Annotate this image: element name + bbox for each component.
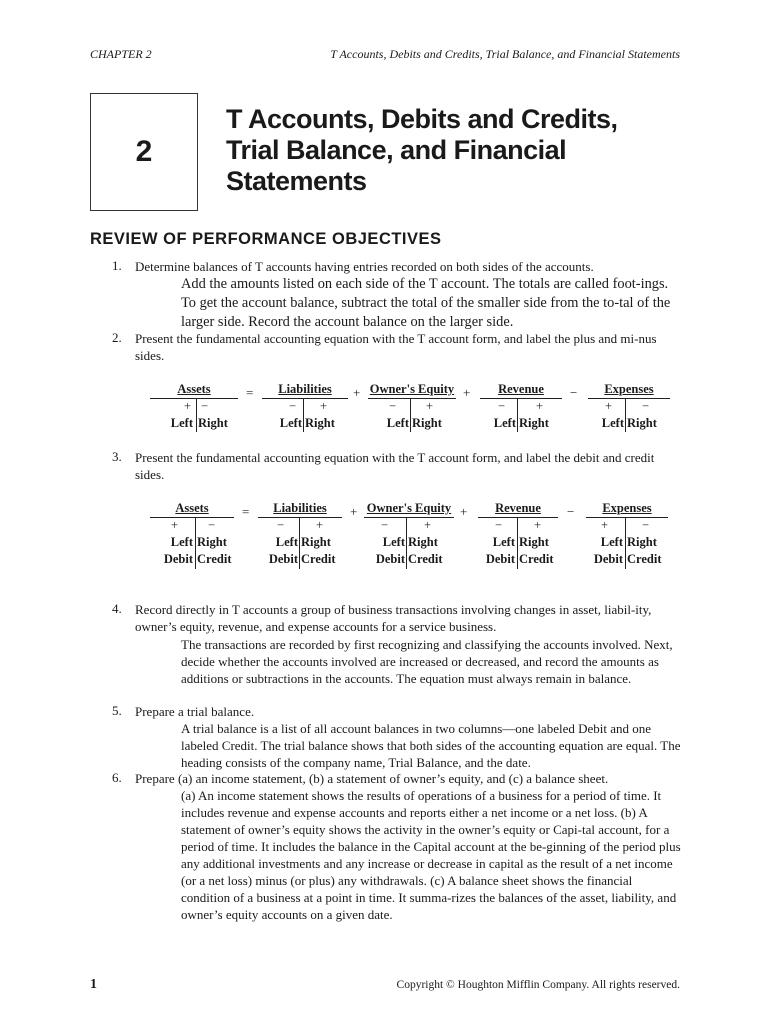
chapter-title bbox=[226, 104, 626, 197]
objective-1-text: Determine balances of T accounts having entries recorded on both sides of the accounts. bbox=[135, 259, 594, 274]
left-label: Left bbox=[386, 416, 409, 430]
objective-4-number: 4. bbox=[112, 601, 122, 616]
objective-5-number: 5. bbox=[112, 703, 122, 718]
right-label: Right bbox=[301, 535, 331, 549]
objective-1-number: 1. bbox=[112, 258, 122, 273]
right-sign: + bbox=[426, 399, 434, 413]
objective-1-detail: Add the amounts listed on each side of the T account. The totals are called foot-ings. To get the account balance, subtract the total of the smaller side from the to-tal of the larger side. Record the account balance on the larger side. bbox=[181, 276, 671, 330]
right-sign: + bbox=[316, 518, 324, 532]
right-label: Right bbox=[408, 535, 438, 549]
copyright: Copyright © Houghton Mifflin Company. All rights reserved. bbox=[396, 979, 680, 991]
chapter-title-line-3: Statements bbox=[226, 166, 367, 196]
account-name: Assets bbox=[175, 501, 209, 515]
account-name: Revenue bbox=[495, 501, 541, 515]
right-sign: − bbox=[642, 518, 650, 532]
right-label: Right bbox=[519, 416, 549, 430]
debit-label: Debit bbox=[375, 552, 405, 566]
account-name: Expenses bbox=[602, 501, 652, 515]
right-label: Right bbox=[198, 416, 228, 430]
operator: + bbox=[350, 504, 358, 519]
left-label: Left bbox=[275, 535, 298, 549]
account-name: Liabilities bbox=[273, 501, 327, 515]
t-account-expenses bbox=[586, 501, 668, 577]
right-sign: − bbox=[208, 518, 216, 532]
debit-label: Debit bbox=[593, 552, 623, 566]
running-title: T Accounts, Debits and Credits, Trial Balance, and Financial Statements bbox=[330, 47, 680, 61]
objective-4-detail: The transactions are recorded by first recognizing and classifying the accounts involved. Next, decide whether the accounts involved are increased or decreased, and record the amounts as additions or subtractions in the accounts. The equation must always remain in balance. bbox=[181, 637, 673, 686]
account-name: Revenue bbox=[498, 382, 544, 396]
t-account-expenses bbox=[588, 382, 670, 442]
objective-2-text: Present the fundamental accounting equation with the T account form, and label the plus and mi-nus sides. bbox=[135, 331, 657, 363]
operator: = bbox=[242, 504, 250, 519]
right-sign: − bbox=[642, 399, 650, 413]
left-sign: − bbox=[494, 518, 502, 532]
objective-5-detail: A trial balance is a list of all account balances in two columns—one labeled Debit and one labeled Credit. The trial balance shows that both sides of the accounting equation are equal. The heading consists of the company name, Trial Balance, and the date. bbox=[181, 721, 681, 770]
operator: − bbox=[567, 504, 575, 519]
left-sign: + bbox=[170, 518, 178, 532]
left-label: Left bbox=[492, 535, 515, 549]
left-sign: − bbox=[388, 399, 396, 413]
operator: + bbox=[463, 385, 471, 400]
account-name: Liabilities bbox=[278, 382, 332, 396]
left-label: Left bbox=[600, 535, 623, 549]
left-label: Left bbox=[601, 416, 624, 430]
equation-debit-credit bbox=[0, 501, 770, 577]
operator: = bbox=[246, 385, 254, 400]
right-label: Right bbox=[305, 416, 335, 430]
left-sign: − bbox=[276, 518, 284, 532]
credit-label: Credit bbox=[408, 552, 443, 566]
chapter-title-line-2: Trial Balance, and Financial bbox=[226, 135, 567, 165]
right-label: Right bbox=[627, 416, 657, 430]
account-name: Owner's Equity bbox=[366, 501, 452, 515]
t-account-assets bbox=[150, 501, 234, 577]
account-name: Expenses bbox=[604, 382, 654, 396]
left-label: Left bbox=[382, 535, 405, 549]
objective-2-number: 2. bbox=[112, 330, 122, 345]
objective-6-number: 6. bbox=[112, 770, 122, 785]
t-account-revenue bbox=[480, 382, 562, 442]
right-sign: + bbox=[320, 399, 328, 413]
page-number: 1 bbox=[90, 977, 97, 992]
t-account-liabilities bbox=[258, 501, 342, 577]
credit-label: Credit bbox=[519, 552, 554, 566]
t-account-revenue bbox=[478, 501, 558, 577]
left-sign: + bbox=[600, 518, 608, 532]
left-label: Left bbox=[170, 416, 193, 430]
right-label: Right bbox=[627, 535, 657, 549]
operator: − bbox=[570, 385, 578, 400]
t-account-owners-equity bbox=[364, 501, 454, 577]
left-label: Left bbox=[279, 416, 302, 430]
operator: + bbox=[353, 385, 361, 400]
right-sign: + bbox=[424, 518, 432, 532]
left-label: Left bbox=[170, 535, 193, 549]
debit-label: Debit bbox=[268, 552, 298, 566]
debit-label: Debit bbox=[485, 552, 515, 566]
credit-label: Credit bbox=[197, 552, 232, 566]
chapter-number: 2 bbox=[135, 135, 153, 168]
account-name: Owner's Equity bbox=[369, 382, 455, 396]
right-label: Right bbox=[519, 535, 549, 549]
operator: + bbox=[460, 504, 468, 519]
left-sign: − bbox=[288, 399, 296, 413]
credit-label: Credit bbox=[627, 552, 662, 566]
chapter-label: CHAPTER 2 bbox=[90, 47, 152, 61]
left-sign: − bbox=[380, 518, 388, 532]
objective-3-number: 3. bbox=[112, 449, 122, 464]
left-sign: + bbox=[183, 399, 191, 413]
chapter-number-box bbox=[90, 93, 198, 211]
right-sign: + bbox=[534, 518, 542, 532]
credit-label: Credit bbox=[301, 552, 336, 566]
chapter-title-line-1: T Accounts, Debits and Credits, bbox=[226, 104, 618, 134]
objective-6-detail: (a) An income statement shows the results of operations of a business for a period of time. It includes revenue and expense accounts and reports either a net income or a net loss. (b) A statement of owner’s equity shows the activity in the owner’s equity or Capi-tal account, for a period of time. It includes the balance in the Capital account at the be-ginning of the period plus any additional investments and any increase or decrease in capital as the result of a net income (or a net loss) minus (or plus) any withdrawals. (c) A balance sheet shows the financial condition of a business at a point in time. It summa-rizes the balances of the asset, liability, and owner’s equity accounts on a given date. bbox=[181, 788, 681, 922]
left-label: Left bbox=[493, 416, 516, 430]
t-account-assets bbox=[150, 382, 238, 442]
right-sign: + bbox=[536, 399, 544, 413]
objective-5-text: Prepare a trial balance. bbox=[135, 704, 255, 719]
right-label: Right bbox=[412, 416, 442, 430]
left-sign: + bbox=[604, 399, 612, 413]
section-title: REVIEW OF PERFORMANCE OBJECTIVES bbox=[90, 230, 442, 248]
equation-plus-minus bbox=[0, 382, 770, 442]
right-sign: − bbox=[201, 399, 209, 413]
t-account-liabilities bbox=[262, 382, 348, 442]
objective-6-text: Prepare (a) an income statement, (b) a statement of owner’s equity, and (c) a balance sheet. bbox=[135, 771, 609, 786]
t-account-owners-equity bbox=[368, 382, 456, 442]
right-label: Right bbox=[197, 535, 227, 549]
objective-4-text: Record directly in T accounts a group of business transactions involving changes in asset, liabil-ity, owner’s equity, revenue, and expense accounts for a service business. bbox=[135, 602, 652, 634]
debit-label: Debit bbox=[163, 552, 193, 566]
left-sign: − bbox=[497, 399, 505, 413]
objective-3-text: Present the fundamental accounting equation with the T account form, and label the debit and credit sides. bbox=[135, 450, 655, 482]
account-name: Assets bbox=[177, 382, 211, 396]
